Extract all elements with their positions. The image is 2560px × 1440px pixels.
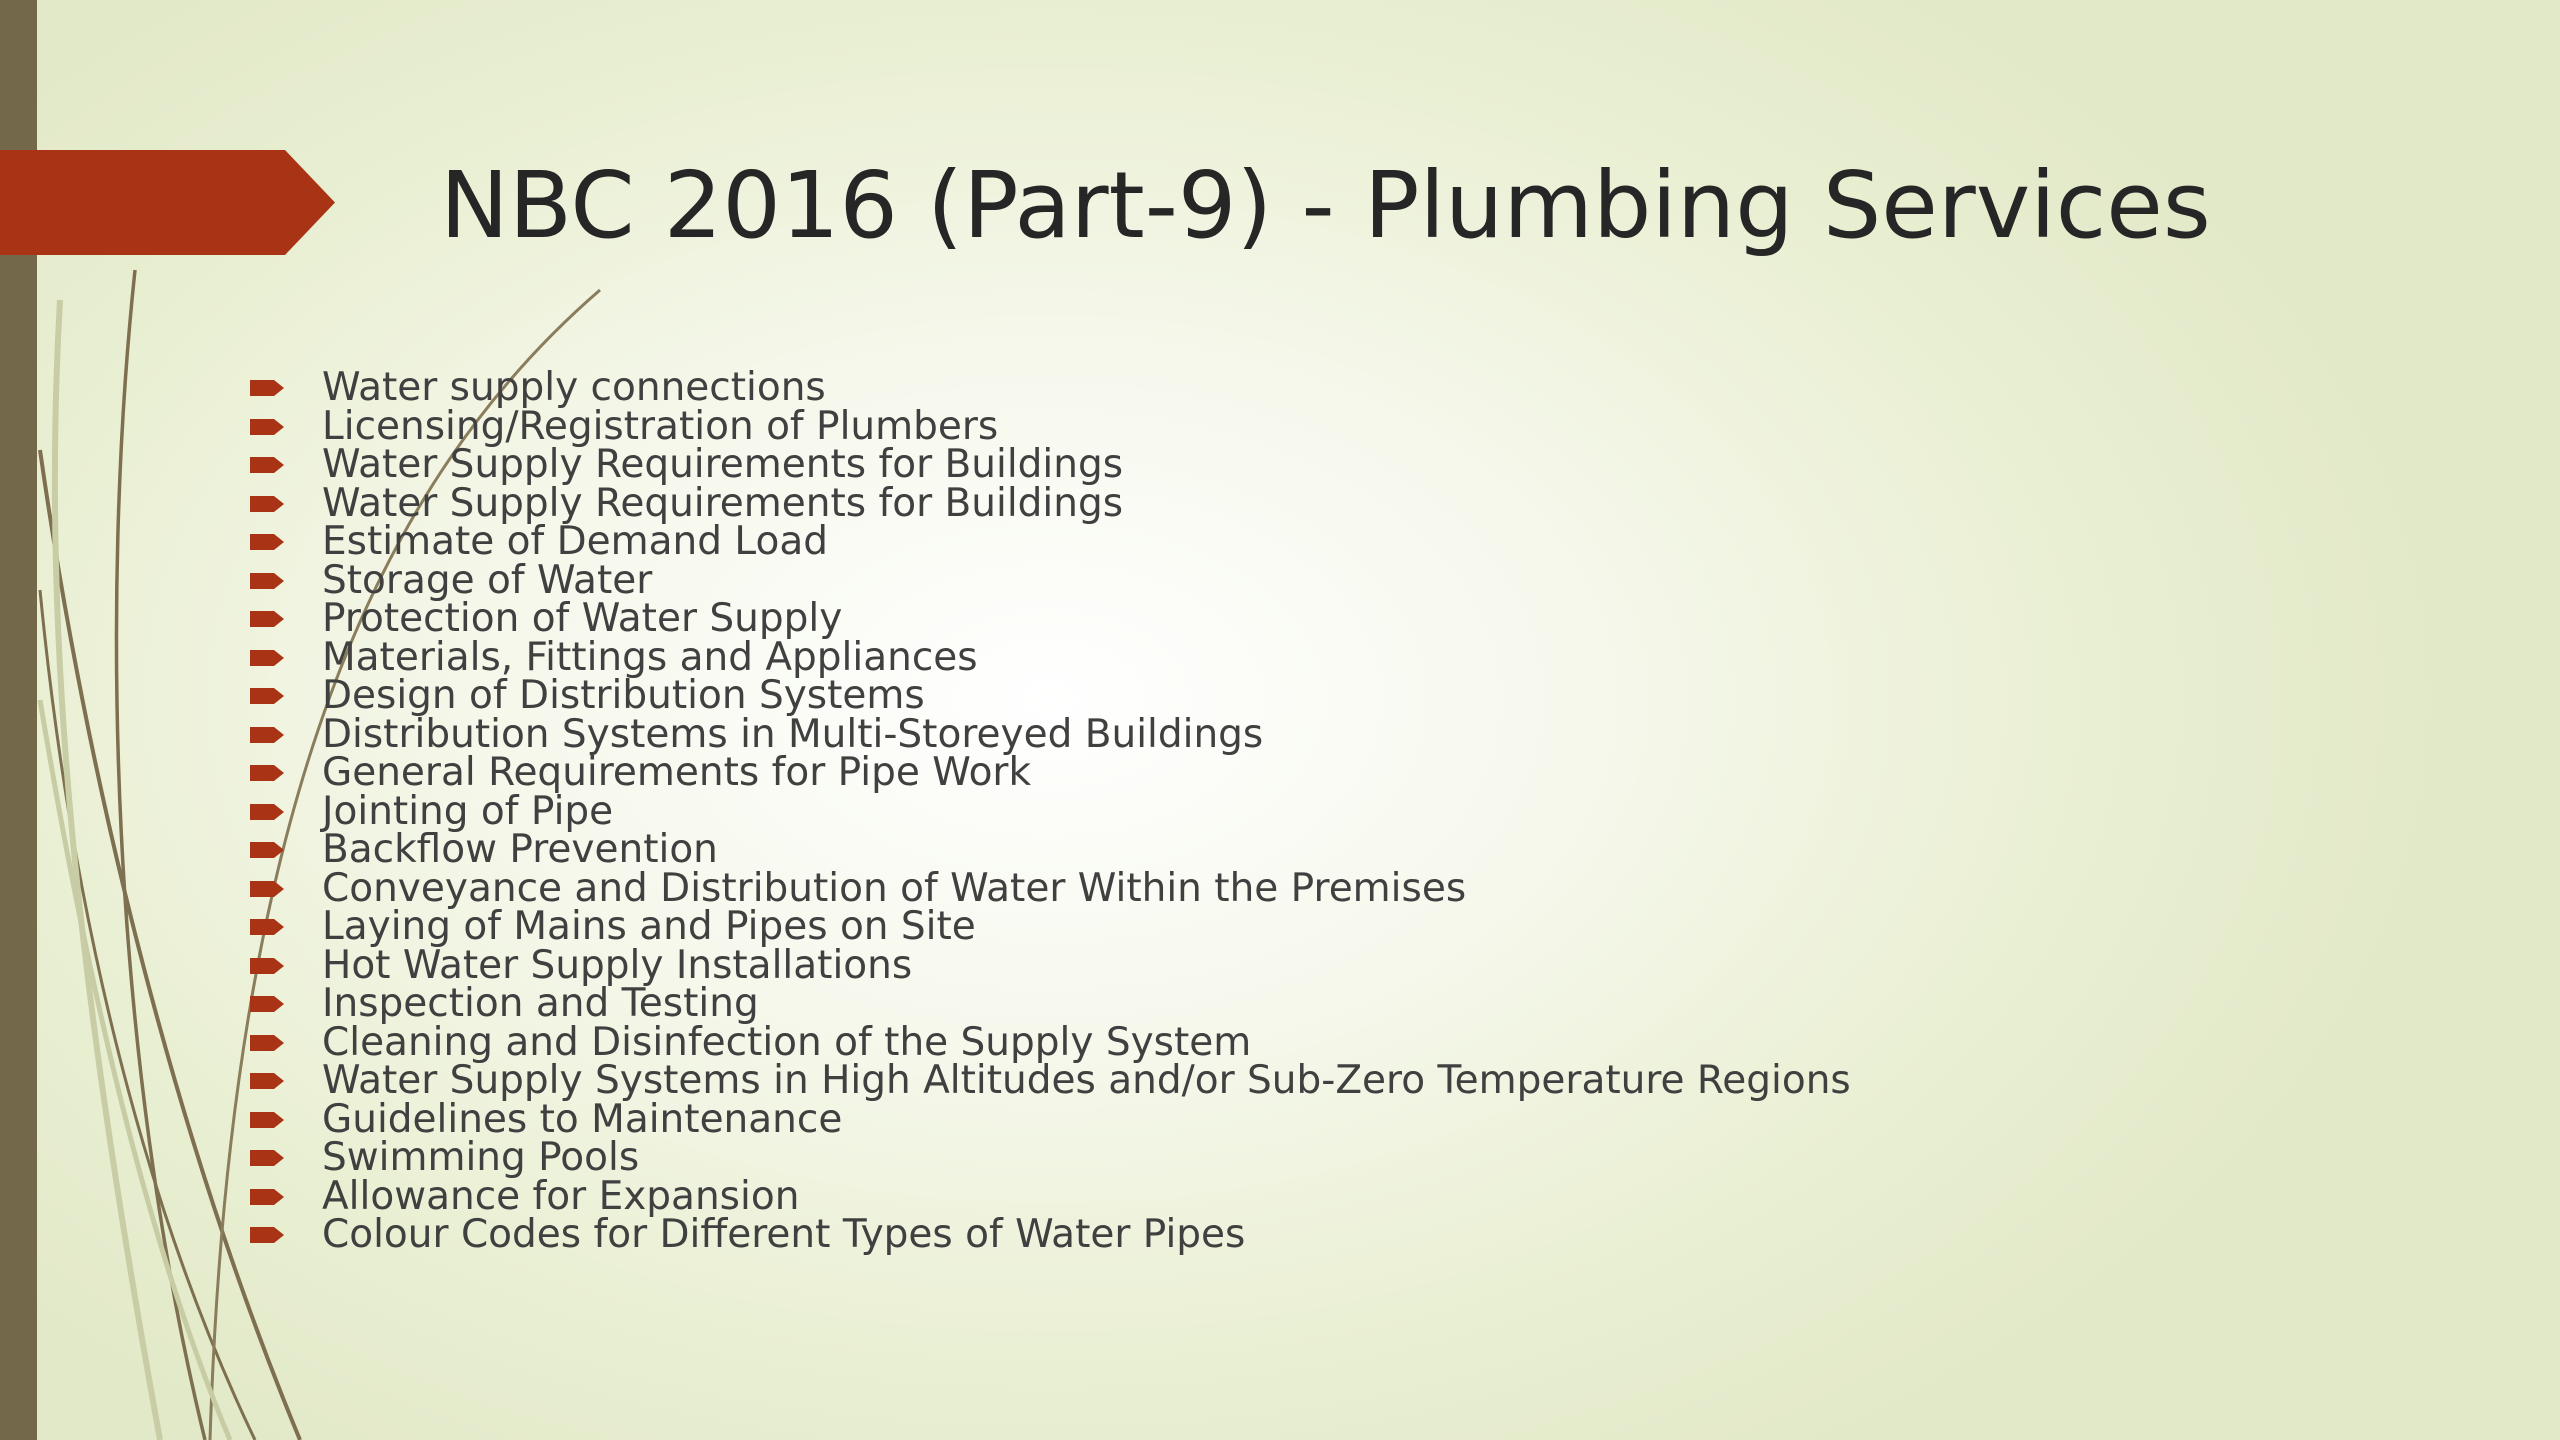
bullet-text: Laying of Mains and Pipes on Site [322, 904, 976, 949]
bullet-text: Distribution Systems in Multi-Storeyed Buildings [322, 711, 1264, 757]
bullet-item [250, 519, 1851, 564]
arrow-bullet-icon [250, 611, 284, 627]
arrow-bullet-icon [250, 496, 284, 512]
bullet-item [250, 1135, 1851, 1180]
bullet-item [250, 557, 1851, 603]
bullet-text: Protection of Water Supply [322, 596, 843, 641]
arrow-bullet-icon [250, 457, 284, 473]
bullet-item [250, 480, 1851, 526]
arrow-bullet-icon [250, 650, 284, 666]
bullet-list [250, 365, 1851, 1257]
bullet-item [250, 904, 1851, 949]
bullet-text: Licensing/Registration of Plumbers [322, 403, 999, 449]
arrow-bullet-icon [250, 419, 284, 435]
bullet-text: Water supply connections [322, 365, 826, 410]
bullet-text: Estimate of Demand Load [322, 519, 828, 564]
bullet-text: Water Supply Requirements for Buildings [322, 480, 1124, 526]
bullet-item [250, 442, 1851, 487]
title-accent-flag [0, 150, 335, 255]
bullet-item [250, 403, 1851, 449]
bullet-item [250, 788, 1851, 834]
bullet-item [250, 634, 1851, 680]
arrow-bullet-icon [250, 727, 284, 743]
bullet-text: Backflow Prevention [322, 827, 718, 872]
arrow-bullet-icon [250, 958, 284, 974]
bullet-item [250, 1096, 1851, 1142]
bullet-text: Materials, Fittings and Appliances [322, 634, 978, 680]
bullet-text: Storage of Water [322, 557, 653, 603]
bullet-text: Jointing of Pipe [322, 788, 614, 834]
arrow-bullet-icon [250, 1035, 284, 1051]
arrow-bullet-icon [250, 1073, 284, 1089]
arrow-bullet-icon [250, 380, 284, 396]
slide-title: NBC 2016 (Part-9) - Plumbing Services [440, 152, 2211, 259]
bullet-text: Cleaning and Disinfection of the Supply System [322, 1019, 1252, 1065]
bullet-text: Swimming Pools [322, 1135, 640, 1180]
bullet-item [250, 365, 1851, 410]
bullet-text: Guidelines to Maintenance [322, 1096, 843, 1142]
bullet-item [250, 942, 1851, 988]
bullet-item [250, 596, 1851, 641]
arrow-bullet-icon [250, 919, 284, 935]
arrow-bullet-icon [250, 765, 284, 781]
bullet-item [250, 1173, 1851, 1219]
arrow-bullet-icon [250, 1112, 284, 1128]
arrow-bullet-icon [250, 573, 284, 589]
arrow-bullet-icon [250, 1227, 284, 1243]
bullet-item [250, 981, 1851, 1026]
bullet-item [250, 1212, 1851, 1257]
arrow-bullet-icon [250, 996, 284, 1012]
bullet-text: Allowance for Expansion [322, 1173, 800, 1219]
arrow-bullet-icon [250, 804, 284, 820]
bullet-text: Colour Codes for Different Types of Water Pipes [322, 1212, 1246, 1257]
arrow-bullet-icon [250, 1189, 284, 1205]
bullet-item [250, 673, 1851, 718]
arrow-bullet-icon [250, 1150, 284, 1166]
bullet-item [250, 865, 1851, 911]
arrow-bullet-icon [250, 688, 284, 704]
bullet-text: Conveyance and Distribution of Water Within the Premises [322, 865, 1467, 911]
arrow-bullet-icon [250, 881, 284, 897]
bullet-item [250, 827, 1851, 872]
arrow-bullet-icon [250, 534, 284, 550]
bullet-text: Inspection and Testing [322, 981, 759, 1026]
bullet-text: Water Supply Systems in High Altitudes and/or Sub-Zero Temperature Regions [322, 1058, 1851, 1103]
bullet-item [250, 750, 1851, 795]
bullet-item [250, 1019, 1851, 1065]
bullet-text: Hot Water Supply Installations [322, 942, 913, 988]
bullet-text: General Requirements for Pipe Work [322, 750, 1032, 795]
bullet-text: Water Supply Requirements for Buildings [322, 442, 1124, 487]
bullet-text: Design of Distribution Systems [322, 673, 925, 718]
arrow-bullet-icon [250, 842, 284, 858]
bullet-item [250, 711, 1851, 757]
bullet-item [250, 1058, 1851, 1103]
